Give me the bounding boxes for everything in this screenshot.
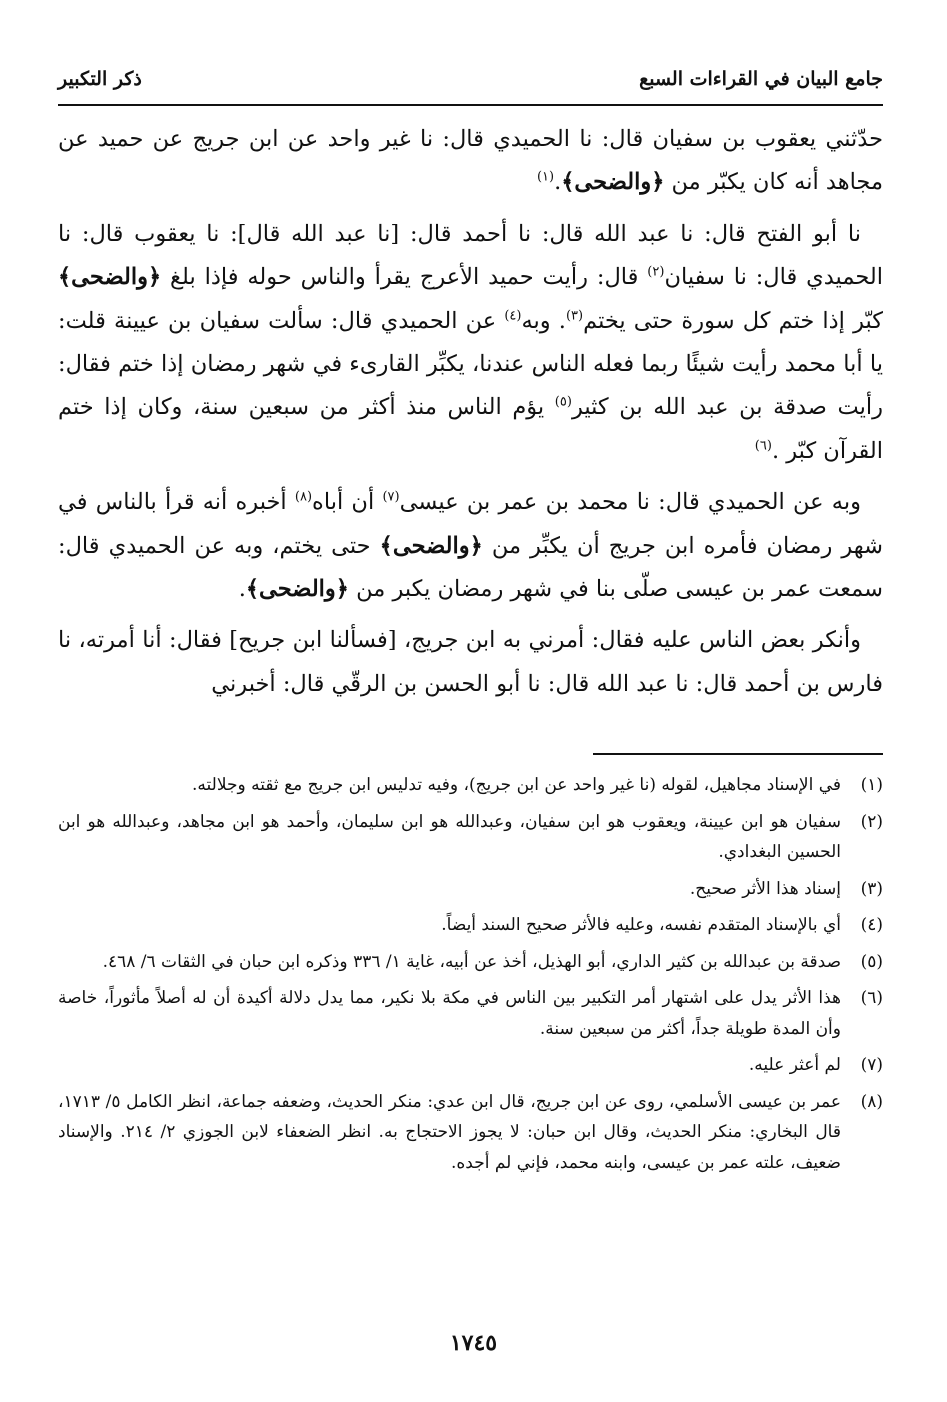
- quran-citation: ﴿والضحى﴾: [58, 264, 162, 291]
- text-run: عن الحميدي قال: سألت سفيان بن عيينة قلت: يا أبا محمد رأيت شيئًا ربما فعله الناس عندنا، يكبِّر القارىء في شهر رمضان إذا ختم فقال: رأيت صدقة بن عبد الله بن كثير: [58, 307, 884, 421]
- footnote-number: (٧): [860, 1055, 883, 1075]
- footnote-number: (٦): [860, 988, 883, 1008]
- footnote-number: (٨): [860, 1091, 883, 1112]
- quran-citation: ﴿والضحى﴾: [561, 169, 665, 196]
- footnote-ref[interactable]: (٦): [754, 438, 772, 454]
- footnote-ref[interactable]: (٣): [565, 308, 584, 324]
- quran-citation: ﴿والضحى﴾: [379, 532, 483, 559]
- footnote-5: [58, 947, 883, 978]
- text-run: .: [554, 169, 562, 196]
- footnote-8: [58, 1087, 883, 1179]
- footnote-text: إسناد هذا الأثر صحيح.: [689, 878, 841, 899]
- text-run: حدّثني يعقوب بن سفيان قال: نا الحميدي قال: نا غير واحد عن ابن جريج عن حميد عن مجاهد أنه كان يكبّر من: [58, 126, 883, 196]
- paragraph-2: [58, 213, 883, 473]
- footnote-4: [58, 910, 883, 941]
- footnote-text: أي بالإسناد المتقدم نفسه، وعليه فالأثر صحيح السند أيضاً.: [441, 915, 841, 935]
- text-run: وبه عن الحميدي قال: نا محمد بن عمر بن عيسى: [399, 489, 861, 516]
- footnote-number: (١): [860, 775, 883, 795]
- footnote-number: (٤): [860, 915, 883, 935]
- footnote-divider: [593, 753, 883, 755]
- main-text: [58, 118, 883, 714]
- footnote-ref[interactable]: (٥): [554, 394, 572, 410]
- text-run: نا أبو الفتح قال: نا عبد الله قال: نا أحمد قال: [نا عبد الله قال]: نا يعقوب قال: نا الحميدي قال: نا سفيان: [58, 220, 883, 291]
- footnote-number: (٣): [860, 878, 883, 899]
- footnote-text: صدقة بن عبدالله بن كثير الداري، أبو الهذيل، أخذ عن أبيه، غاية ١/ ٣٣٦ وذكره ابن حبان في الثقات ٦/ ٤٦٨.: [102, 951, 841, 972]
- header-book-title: جامع البيان في القراءات السبع: [639, 68, 883, 90]
- text-run: يؤم الناس منذ أكثر من سبعين سنة، وكان إذا ختم القرآن كبّر .: [58, 394, 883, 464]
- footnote-text: سفيان هو ابن عيينة، ويعقوب هو ابن سفيان، وعبدالله هو ابن سليمان، وأحمد هو ابن مجاهد، وعبدالله هو ابن الحسين البغدادي.: [58, 811, 841, 862]
- footnote-text: في الإسناد مجاهيل، لقوله (نا غير واحد عن ابن جريج)، وفيه تدليس ابن جريج مع ثقته وجلالته.: [192, 775, 841, 795]
- page-number: ١٧٤٥: [449, 1330, 498, 1356]
- text-run: حتى يختم، وبه عن الحميدي قال: سمعت عمر بن عيسى صلّى بنا في شهر رمضان يكبر من: [58, 532, 883, 603]
- footnote-1: [58, 770, 883, 801]
- footnote-number: (٢): [860, 811, 883, 832]
- paragraph-4: [58, 619, 883, 706]
- footnote-ref[interactable]: (٨): [294, 489, 313, 505]
- paragraph-3: [58, 481, 883, 611]
- text-run: أخبره أنه قرأ بالناس في شهر رمضان فأمره ابن جريج أن يكبِّر من: [58, 489, 883, 559]
- quran-citation: ﴿والضحى﴾: [245, 576, 349, 603]
- footnote-text: عمر بن عيسى الأسلمي، روى عن ابن جريج، قال ابن عدي: منكر الحديث، وضعفه جماعة، انظر الكامل ٥/ ١٧١٣، قال البخاري: منكر الحديث، وقال ابن حبان: لا يجوز الاحتجاج به. انظر الضعفاء لابن الجوزي ٢/ ٢١٤. والإسناد ضعيف، علته عمر بن عيسى، وابنه محمد، فإني لم أجده.: [58, 1091, 841, 1173]
- header-divider: [58, 104, 883, 106]
- footnote-6: [58, 983, 883, 1044]
- footnote-number: (٥): [860, 951, 883, 972]
- footnote-3: [58, 874, 883, 905]
- footnote-ref[interactable]: (٧): [382, 489, 400, 505]
- footnotes: [58, 770, 883, 1184]
- footnote-ref[interactable]: (١): [536, 169, 555, 185]
- footnote-text: لم أعثر عليه.: [748, 1055, 841, 1075]
- header-chapter-title: ذكر التكبير: [58, 68, 142, 90]
- text-run: وأنكر بعض الناس عليه فقال: أمرني به ابن جريج، [فسألنا ابن جريح] فقال: أنا أمرته، نا فارس بن أحمد قال: نا عبد الله قال: نا أبو الحسن بن الرقّي قال: أخبرني: [58, 627, 883, 697]
- footnote-ref[interactable]: (٤): [504, 308, 522, 324]
- running-header: [58, 68, 883, 90]
- paragraph-1: [58, 118, 883, 205]
- text-run: أن أباه: [312, 489, 383, 516]
- text-run: كبّر إذا ختم كل سورة حتى يختم: [583, 307, 884, 334]
- footnote-7: [58, 1050, 883, 1081]
- text-run: .: [238, 576, 246, 603]
- footnote-ref[interactable]: (٢): [647, 264, 665, 280]
- text-run: قال: رأيت حميد الأعرج يقرأ والناس حوله فإذا بلغ: [161, 264, 648, 291]
- footnote-text: هذا الأثر يدل على اشتهار أمر التكبير بين الناس في مكة بلا نكير، مما يدل دلالة أكيدة أن له أصلاً مأثوراً، خاصة وأن المدة طويلة جداً، أكثر من سبعين سنة.: [58, 988, 841, 1039]
- text-run: . وبه: [521, 307, 566, 334]
- footnote-2: [58, 807, 883, 868]
